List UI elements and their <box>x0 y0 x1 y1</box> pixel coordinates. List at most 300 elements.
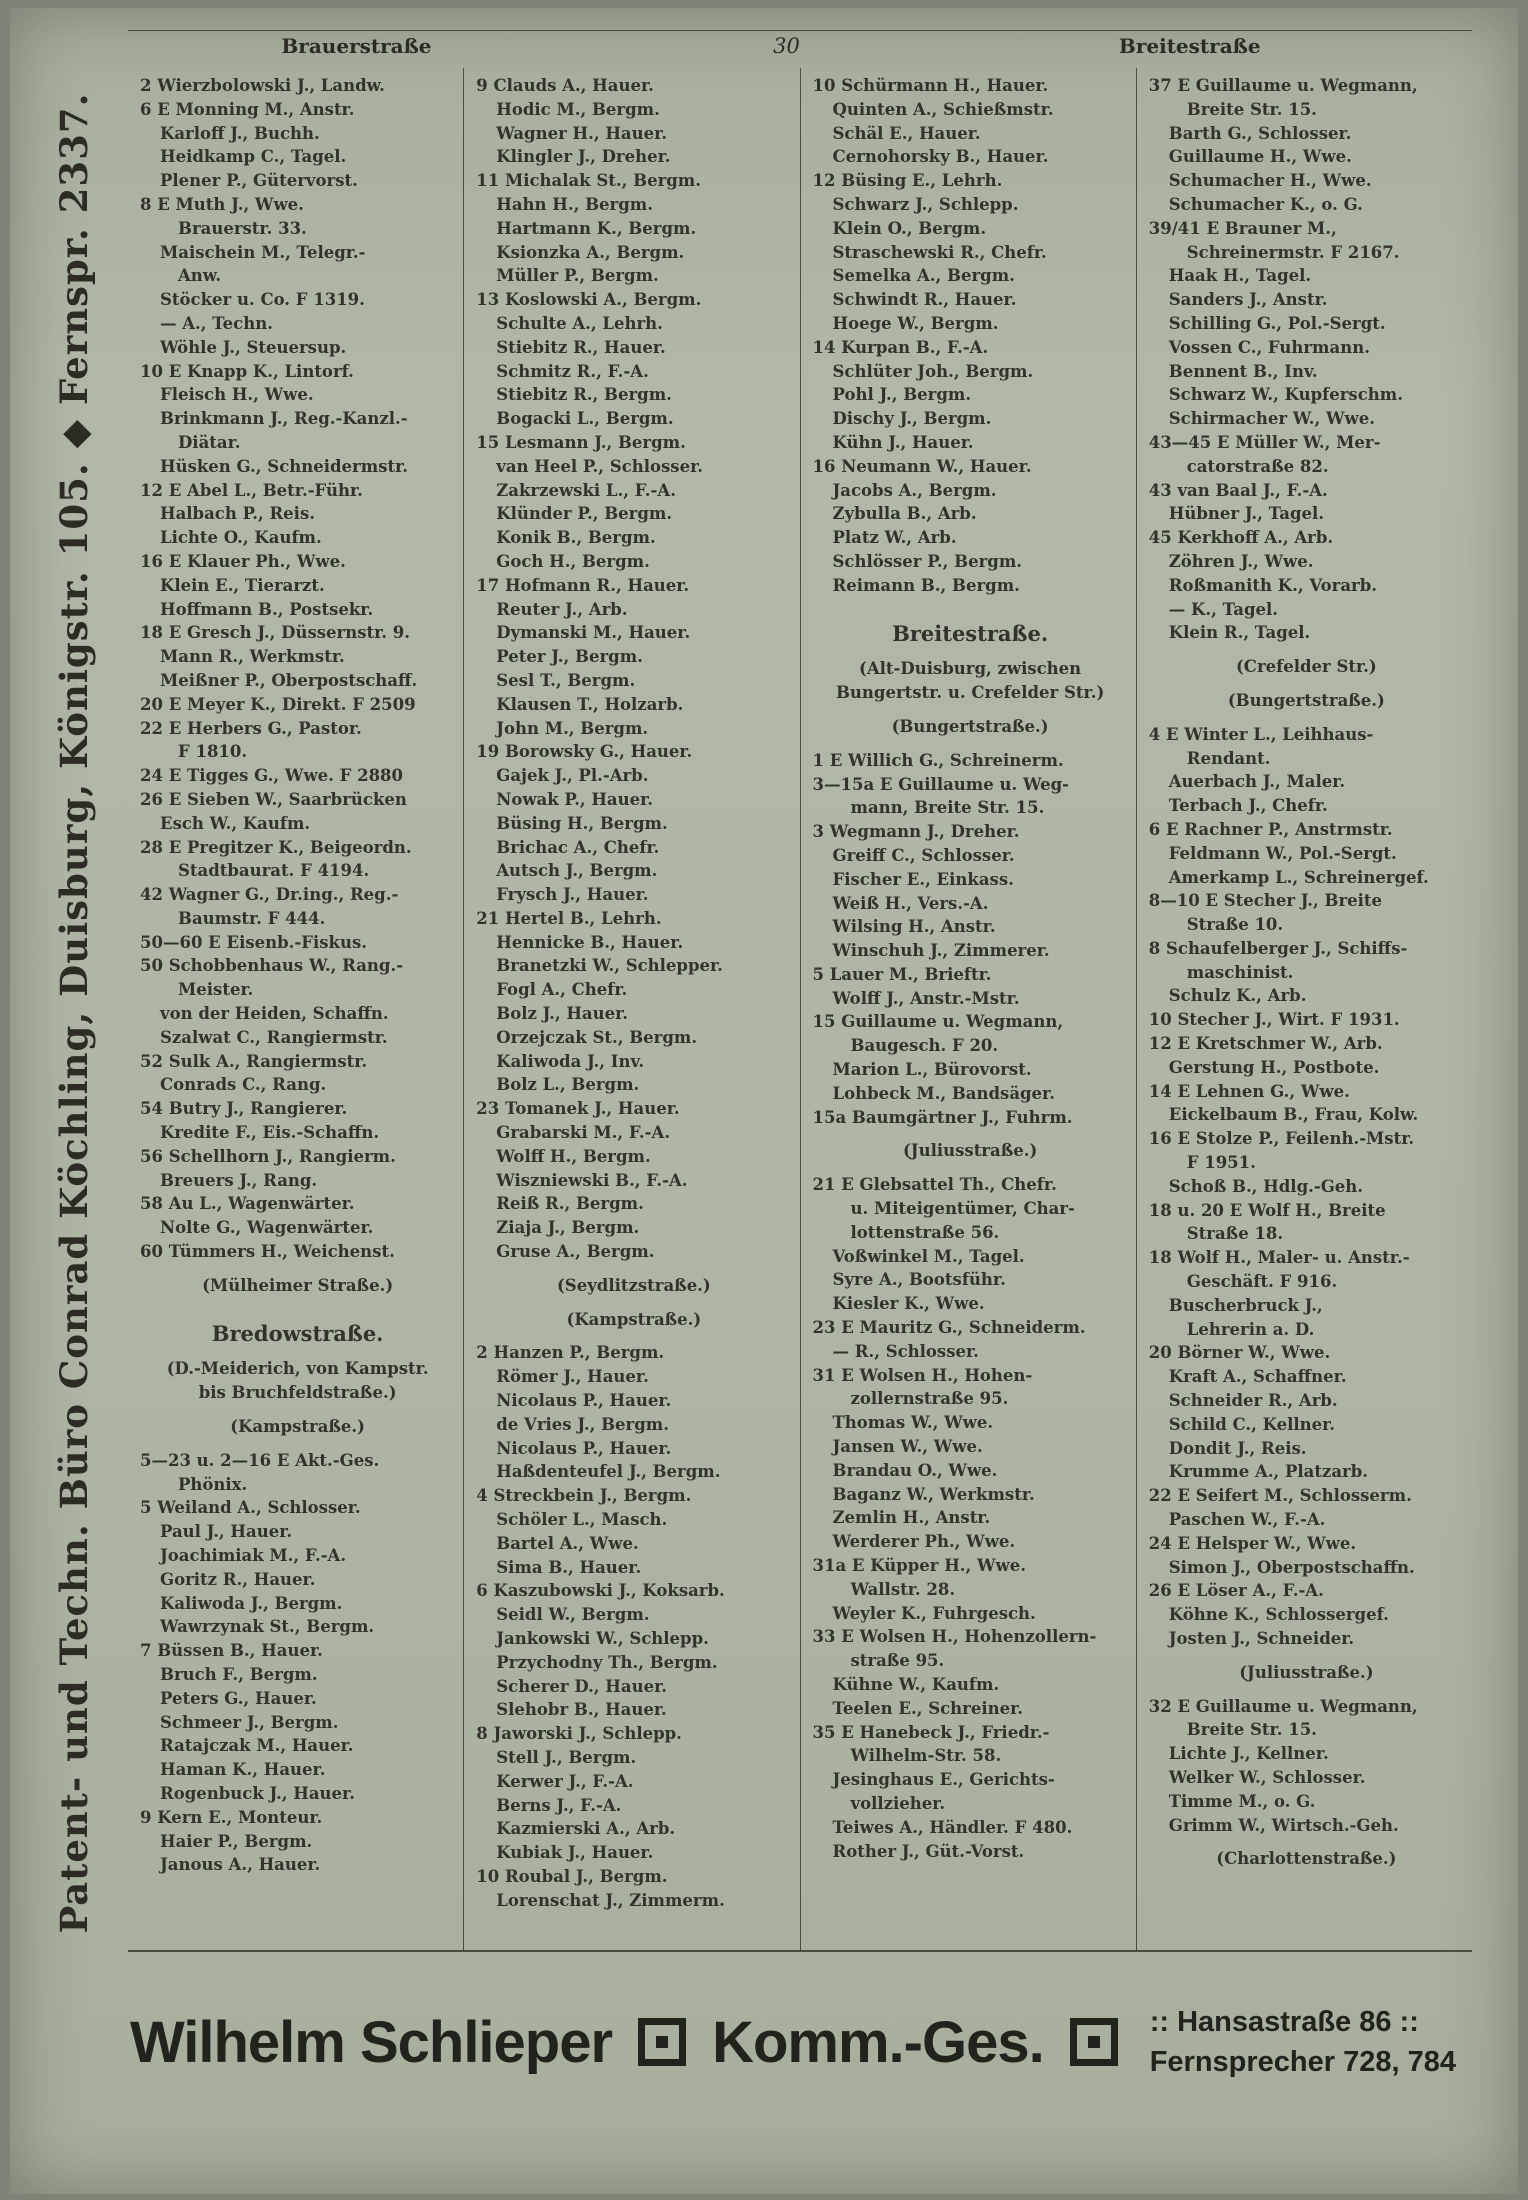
directory-entry-line: 33 E Wolsen H., Hohenzollern- <box>812 1627 1097 1647</box>
directory-entry-line: Klein R., Tagel. <box>1168 623 1311 643</box>
directory-entry-line: Teiwes A., Händler. F 480. <box>832 1817 1073 1837</box>
vertical-margin-advertisement: Patent- und Techn. Büro Conrad Köchling, Duisburg, Königstr. 105. ◆ Fernspr. 2337. <box>52 92 96 1934</box>
directory-entry-line: Jesinghaus E., Gerichts- <box>832 1770 1055 1790</box>
directory-column-4 <box>1136 68 1472 1950</box>
directory-entry-line: Weyler K., Fuhrgesch. <box>832 1603 1036 1623</box>
directory-entry-line: Joachimiak M., F.-A. <box>160 1546 347 1566</box>
directory-entry-line: Lehrerin a. D. <box>1186 1319 1315 1339</box>
section-note: (Seydlitzstraße.) <box>556 1275 711 1295</box>
directory-entry-line: — A., Techn. <box>160 313 273 333</box>
directory-entry-line: 26 E Sieben W., Saarbrücken <box>140 789 407 809</box>
directory-entry-line: Stell J., Bergm. <box>496 1747 637 1767</box>
directory-entry-line: Semelka A., Bergm. <box>832 266 1015 286</box>
directory-entry-line: Wilsing H., Anstr. <box>832 917 996 937</box>
directory-entry-line: Haßdenteufel J., Bergm. <box>496 1462 721 1482</box>
directory-entry-line: Slehobr B., Hauer. <box>496 1700 667 1720</box>
directory-entry-line: Przychodny Th., Bergm. <box>496 1652 718 1672</box>
directory-entry-line: 9 Kern E., Monteur. <box>140 1807 323 1827</box>
directory-entry-line: 28 E Pregitzer K., Beigeordn. <box>140 837 412 857</box>
directory-entry-line: Fogl A., Chefr. <box>496 980 628 1000</box>
directory-entry-line: Esch W., Kaufm. <box>160 813 311 833</box>
ad-company-type: Komm.-Ges. <box>712 2009 1044 2075</box>
directory-entry-line: Wallstr. 28. <box>850 1579 956 1599</box>
directory-entry-line: 12 E Kretschmer W., Arb. <box>1148 1034 1383 1054</box>
directory-entry-line: Eickelbaum B., Frau, Kolw. <box>1168 1105 1419 1125</box>
section-note: bis Bruchfeldstraße.) <box>198 1383 397 1403</box>
directory-entry-line: Anw. <box>178 266 222 286</box>
directory-entry-line: Breuers J., Rang. <box>160 1170 318 1190</box>
directory-entry-line: Szalwat C., Rangiermstr. <box>160 1027 388 1047</box>
directory-entry-line: u. Miteigentümer, Char- <box>850 1199 1075 1219</box>
directory-entry-line: Stiebitz R., Hauer. <box>496 337 666 357</box>
directory-entry-line: Zakrzewski L., F.-A. <box>496 480 676 500</box>
directory-entry-line: 43—45 E Müller W., Mer- <box>1148 432 1381 452</box>
directory-entry-line: Kerwer J., F.-A. <box>496 1771 634 1791</box>
directory-entry-line: Schöler L., Masch. <box>496 1510 668 1530</box>
directory-entry-line: 18 u. 20 E Wolf H., Breite <box>1148 1200 1386 1220</box>
directory-entry-line: Janous A., Hauer. <box>160 1855 321 1875</box>
directory-entry-line: Kaliwoda J., Bergm. <box>160 1593 343 1613</box>
section-note: (Crefelder Str.) <box>1236 657 1377 677</box>
directory-entry-line: Stöcker u. Co. F 1319. <box>160 290 365 310</box>
directory-entry-line: Nicolaus P., Hauer. <box>496 1391 672 1411</box>
directory-entry-line: Syre A., Bootsführ. <box>832 1270 1006 1290</box>
directory-entry-line: 12 Büsing E., Lehrh. <box>812 171 1003 191</box>
directory-entry-line: Straße 18. <box>1186 1224 1284 1244</box>
directory-entry-line: straße 95. <box>850 1651 945 1671</box>
square-ornament-icon <box>1070 2018 1118 2066</box>
directory-entry-line: 20 E Meyer K., Direkt. F 2509 <box>140 694 416 714</box>
directory-entry-line: Dondit J., Reis. <box>1168 1438 1307 1458</box>
directory-entry-line: Schulte A., Lehrh. <box>496 313 663 333</box>
directory-entry-line: maschinist. <box>1186 962 1294 982</box>
directory-entry-line: Feldmann W., Pol.-Sergt. <box>1168 843 1397 863</box>
directory-entry-line: Plener P., Gütervorst. <box>160 171 358 191</box>
directory-entry-line: Voßwinkel M., Tagel. <box>832 1246 1025 1266</box>
section-note: (Charlottenstraße.) <box>1216 1849 1397 1869</box>
directory-entry-line: Brichac A., Chefr. <box>496 837 660 857</box>
directory-entry-line: 23 Tomanek J., Hauer. <box>476 1099 680 1119</box>
directory-entry-line: Vossen C., Fuhrmann. <box>1168 337 1370 357</box>
directory-entry-line: Dischy J., Bergm. <box>832 409 992 429</box>
directory-entry-line: Reiß R., Bergm. <box>496 1194 644 1214</box>
directory-entry-line: 2 Hanzen P., Bergm. <box>476 1343 665 1363</box>
directory-entry-line: catorstraße 82. <box>1186 456 1329 476</box>
directory-entry-line: Klein O., Bergm. <box>832 218 987 238</box>
directory-entry-line: 4 Streckbein J., Bergm. <box>476 1486 692 1506</box>
directory-entry-line: 18 Wolf H., Maler- u. Anstr.- <box>1148 1248 1410 1268</box>
directory-entry-line: Kiesler K., Wwe. <box>832 1294 985 1314</box>
ad-address: :: Hansastraße 86 :: <box>1149 2006 1419 2038</box>
directory-entry-line: van Heel P., Schlosser. <box>496 456 704 476</box>
directory-entry-line: Ksionzka A., Bergm. <box>496 242 685 262</box>
directory-entry-line: Hüsken G., Schneidermstr. <box>160 456 409 476</box>
directory-entry-line: 10 Stecher J., Wirt. F 1931. <box>1148 1010 1400 1030</box>
directory-entry-line: Maischein M., Telegr.- <box>160 242 366 262</box>
directory-entry-line: Zöhren J., Wwe. <box>1168 551 1314 571</box>
directory-entry-line: 35 E Hanebeck J., Friedr.- <box>812 1722 1050 1742</box>
directory-entry-line: Schwindt R., Hauer. <box>832 290 1017 310</box>
directory-entry-line: 2 Wierzbolowski J., Landw. <box>140 76 385 95</box>
directory-entry-line: Klausen T., Holzarb. <box>496 694 684 714</box>
directory-entry-line: Schirmacher W., Wwe. <box>1168 409 1375 429</box>
directory-entry-line: Lichte J., Kellner. <box>1168 1744 1329 1764</box>
directory-entry-line: Haier P., Bergm. <box>160 1831 313 1851</box>
directory-entry-line: Rogenbuck J., Hauer. <box>160 1783 355 1803</box>
directory-entry-line: Thomas W., Wwe. <box>832 1413 994 1433</box>
directory-entry-line: 5—23 u. 2—16 E Akt.-Ges. <box>140 1450 380 1470</box>
directory-entry-line: Fleisch H., Wwe. <box>160 385 314 405</box>
directory-entry-line: 31a E Küpper H., Wwe. <box>812 1556 1027 1576</box>
directory-entry-line: lottenstraße 56. <box>850 1222 1000 1242</box>
directory-entry-line: 8 E Muth J., Wwe. <box>140 194 304 214</box>
directory-entry-line: Rother J., Güt.-Vorst. <box>832 1841 1025 1861</box>
directory-entry-line: Hartmann K., Bergm. <box>496 218 697 238</box>
directory-entry-line: Platz W., Arb. <box>832 528 957 548</box>
directory-entry-line: Auerbach J., Maler. <box>1168 772 1346 792</box>
directory-entry-line: Meißner P., Oberpostschaff. <box>160 670 418 690</box>
directory-entry-line: 31 E Wolsen H., Hohen- <box>812 1365 1033 1385</box>
directory-entry-line: Bogacki L., Bergm. <box>496 409 674 429</box>
directory-entry-line: Wolff H., Bergm. <box>496 1146 651 1166</box>
directory-entry-line: Wolff J., Anstr.-Mstr. <box>832 988 1020 1008</box>
directory-entry-line: Zemlin H., Anstr. <box>832 1508 991 1528</box>
directory-entry-line: Schlösser P., Bergm. <box>832 551 1023 571</box>
directory-entry-line: Phönix. <box>178 1474 248 1494</box>
directory-entry-line: Grimm W., Wirtsch.-Geh. <box>1168 1815 1399 1835</box>
directory-entry-line: Fischer E., Einkass. <box>832 869 1014 889</box>
directory-entry-line: 11 Michalak St., Bergm. <box>476 171 702 191</box>
directory-entry-line: 6 Kaszubowski J., Koksarb. <box>476 1581 725 1601</box>
directory-entry-line: 7 Büssen B., Hauer. <box>140 1641 323 1661</box>
directory-entry-line: Reimann B., Bergm. <box>832 575 1020 595</box>
directory-entry-line: Diätar. <box>178 432 241 452</box>
footer-advertisement <box>130 1962 1476 2122</box>
directory-entry-line: Baganz W., Werkmstr. <box>832 1484 1035 1504</box>
directory-column-2 <box>463 68 799 1950</box>
directory-entry-line: 24 E Helsper W., Wwe. <box>1148 1533 1357 1553</box>
directory-entry-line: Hübner J., Tagel. <box>1168 504 1325 524</box>
directory-entry-line: 6 E Rachner P., Anstrmstr. <box>1148 819 1393 839</box>
directory-entry-line: Straße 10. <box>1186 915 1284 935</box>
directory-entry-line: Heidkamp C., Tagel. <box>160 147 347 167</box>
directory-entry-line: Krumme A., Platzarb. <box>1168 1462 1368 1482</box>
directory-entry-line: Kazmierski A., Arb. <box>496 1819 676 1839</box>
directory-entry-line: 24 E Tigges G., Wwe. F 2880 <box>140 766 404 786</box>
directory-entry-line: Ziaja J., Bergm. <box>496 1218 640 1238</box>
directory-entry-line: 39/41 E Brauner M., <box>1148 218 1337 238</box>
directory-entry-line: Wawrzynak St., Bergm. <box>160 1617 375 1637</box>
directory-entry-line: 43 van Baal J., F.-A. <box>1148 480 1328 500</box>
directory-entry-line: Jacobs A., Bergm. <box>832 480 997 500</box>
directory-entry-line: Bartel A., Wwe. <box>496 1533 639 1553</box>
directory-entry-line: Nowak P., Hauer. <box>496 789 654 809</box>
directory-entry-line: 23 E Mauritz G., Schneiderm. <box>812 1318 1086 1338</box>
ad-company-name: Wilhelm Schlieper <box>130 2009 613 2075</box>
directory-entry-line: 10 Schürmann H., Hauer. <box>812 76 1049 95</box>
directory-entry-line: 8—10 E Stecher J., Breite <box>1148 891 1383 911</box>
directory-entry-line: 5 Lauer M., Brieftr. <box>812 964 992 984</box>
directory-entry-line: 12 E Abel L., Betr.-Führ. <box>140 480 363 500</box>
directory-entry-line: 5 Weiland A., Schlosser. <box>140 1498 361 1518</box>
directory-entry-line: Müller P., Bergm. <box>496 266 659 286</box>
directory-entry-line: Schäl E., Hauer. <box>832 123 981 143</box>
directory-entry-line: 16 E Stolze P., Feilenh.-Mstr. <box>1148 1129 1415 1149</box>
directory-entry-line: Grabarski M., F.-A. <box>496 1123 671 1143</box>
directory-entry-line: 16 E Klauer Ph., Wwe. <box>140 551 346 571</box>
directory-entry-line: Kraft A., Schaffner. <box>1168 1367 1347 1387</box>
section-note: (Alt-Duisburg, zwischen <box>859 659 1082 679</box>
directory-entry-line: Terbach J., Chefr. <box>1168 796 1328 816</box>
directory-entry-line: vollzieher. <box>850 1793 946 1813</box>
directory-entry-line: 20 Börner W., Wwe. <box>1148 1343 1331 1363</box>
directory-entry-line: Weiß H., Vers.-A. <box>832 893 989 913</box>
directory-entry-line: Schumacher K., o. G. <box>1168 194 1363 214</box>
directory-entry-line: Scherer D., Hauer. <box>496 1676 667 1696</box>
directory-entry-line: Schumacher H., Wwe. <box>1168 171 1372 191</box>
directory-entry-line: Ratajczak M., Hauer. <box>160 1736 354 1756</box>
directory-entry-line: 22 E Seifert M., Schlosserm. <box>1148 1486 1412 1506</box>
directory-entry-line: Gruse A., Bergm. <box>496 1242 655 1262</box>
directory-entry-line: Wilhelm-Str. 58. <box>850 1746 1002 1766</box>
section-note: (Kampstraße.) <box>566 1309 702 1329</box>
directory-entry-line: Karloff J., Buchh. <box>160 123 320 143</box>
header-street-left: Brauerstraße <box>281 34 432 58</box>
directory-entry-line: Lorenschat J., Zimmerm. <box>496 1890 725 1910</box>
street-heading: Breitestraße. <box>892 621 1049 646</box>
directory-entry-line: Geschäft. F 916. <box>1186 1272 1338 1292</box>
directory-entry-line: 14 E Lehnen G., Wwe. <box>1148 1081 1350 1101</box>
directory-entry-line: Dymanski M., Hauer. <box>496 623 691 643</box>
section-note: (Mülheimer Straße.) <box>202 1275 394 1295</box>
directory-entry-line: 52 Sulk A., Rangiermstr. <box>140 1051 368 1071</box>
square-ornament-icon <box>638 2018 686 2066</box>
directory-entry-line: Wagner H., Hauer. <box>496 123 668 143</box>
directory-entry-line: 15a Baumgärtner J., Fuhrm. <box>812 1107 1073 1127</box>
directory-entry-line: mann, Breite Str. 15. <box>850 798 1045 818</box>
directory-entry-line: 8 Schaufelberger J., Schiffs- <box>1148 938 1408 958</box>
directory-entry-line: Hahn H., Bergm. <box>496 194 653 214</box>
directory-entry-line: Goch H., Bergm. <box>496 551 650 571</box>
directory-column-3 <box>800 68 1136 1950</box>
directory-entry-line: Peter J., Bergm. <box>496 647 643 667</box>
directory-entry-line: Jansen W., Wwe. <box>832 1437 983 1457</box>
directory-entry-line: Simon J., Oberpostschaffn. <box>1168 1557 1415 1577</box>
directory-entry-line: Haak H., Tagel. <box>1168 266 1312 286</box>
directory-entry-line: 32 E Guillaume u. Wegmann, <box>1148 1696 1418 1716</box>
directory-entry-line: 14 Kurpan B., F.-A. <box>812 337 989 357</box>
directory-entry-line: Kühne W., Kaufm. <box>832 1675 1000 1694</box>
directory-entry-line: Brandau O., Wwe. <box>832 1460 998 1480</box>
directory-entry-line: Bennent B., Inv. <box>1168 361 1318 381</box>
directory-entry-line: Kühn J., Hauer. <box>832 432 974 452</box>
directory-entry-line: Berns J., F.-A. <box>496 1795 622 1815</box>
directory-entry-line: Haman K., Hauer. <box>160 1760 326 1780</box>
directory-entry-line: 18 E Gresch J., Düssernstr. 9. <box>140 623 411 643</box>
directory-entry-line: Schlüter Joh., Bergm. <box>832 361 1034 381</box>
directory-entry-line: 21 E Glebsattel Th., Chefr. <box>812 1175 1057 1195</box>
directory-entry-line: Sesl T., Bergm. <box>496 670 636 690</box>
directory-entry-line: Sanders J., Anstr. <box>1168 290 1328 310</box>
directory-entry-line: Schreinermstr. F 2167. <box>1186 242 1400 262</box>
ad-phone: Fernsprecher 728, 784 <box>1149 2046 1457 2078</box>
directory-entry-line: F 1951. <box>1186 1153 1256 1173</box>
directory-entry-line: Welker W., Schlosser. <box>1168 1767 1366 1787</box>
directory-entry-line: 10 Roubal J., Bergm. <box>476 1866 668 1886</box>
header-street-right: Breitestraße <box>1118 34 1261 58</box>
directory-entry-line: zollernstraße 95. <box>850 1389 1009 1409</box>
directory-entry-line: John M., Bergm. <box>496 718 649 738</box>
directory-entry-line: 37 E Guillaume u. Wegmann, <box>1148 76 1418 95</box>
section-note: (Juliusstraße.) <box>902 1141 1038 1161</box>
directory-entry-line: Stadtbaurat. F 4194. <box>178 861 370 881</box>
section-note: (Bungertstraße.) <box>1227 690 1385 710</box>
section-note: (Juliusstraße.) <box>1239 1662 1374 1682</box>
directory-entry-line: von der Heiden, Schaffn. <box>160 1004 389 1024</box>
top-rule <box>128 30 1472 31</box>
directory-entry-line: 19 Borowsky G., Hauer. <box>476 742 693 762</box>
directory-entry-line: 58 Au L., Wagenwärter. <box>140 1194 355 1214</box>
street-heading: Bredowstraße. <box>211 1321 384 1346</box>
directory-entry-line: Nicolaus P., Hauer. <box>496 1438 672 1458</box>
directory-entry-line: 15 Guillaume u. Wegmann, <box>812 1012 1064 1032</box>
directory-entry-line: Gajek J., Pl.-Arb. <box>496 766 649 786</box>
directory-entry-line: Kubiak J., Hauer. <box>496 1843 654 1863</box>
directory-entry-line: Zybulla B., Arb. <box>832 504 977 524</box>
directory-entry-line: Nolte G., Wagenwärter. <box>160 1218 374 1238</box>
directory-entry-line: Stiebitz R., Bergm. <box>496 385 672 405</box>
directory-entry-line: Straschewski R., Chefr. <box>832 242 1047 262</box>
directory-entry-line: Kredite F., Eis.-Schaffn. <box>160 1123 380 1143</box>
directory-entry-line: Amerkamp L., Schreinergef. <box>1168 867 1429 887</box>
directory-entry-line: 8 Jaworski J., Schlepp. <box>476 1724 682 1744</box>
directory-entry-line: Paul J., Hauer. <box>160 1522 293 1542</box>
directory-entry-line: Orzejczak St., Bergm. <box>496 1027 698 1047</box>
directory-entry-line: Baumstr. F 444. <box>178 908 326 928</box>
directory-entry-line: Gerstung H., Postbote. <box>1168 1057 1380 1077</box>
directory-entry-line: 26 E Löser A., F.-A. <box>1148 1581 1324 1601</box>
directory-entry-line: 50 Schobbenhaus W., Rang.- <box>140 956 404 976</box>
directory-entry-line: Josten J., Schneider. <box>1168 1629 1355 1648</box>
directory-entry-line: Rendant. <box>1186 748 1271 768</box>
directory-entry-line: Guillaume H., Wwe. <box>1168 147 1352 167</box>
directory-entry-line: — K., Tagel. <box>1168 599 1279 619</box>
directory-entry-line: Schoß B., Hdlg.-Geh. <box>1168 1176 1364 1196</box>
directory-entry-line: Schneider R., Arb. <box>1168 1391 1338 1411</box>
directory-entry-line: Schulz K., Arb. <box>1168 986 1307 1006</box>
directory-entry-line: Kaliwoda J., Inv. <box>496 1051 645 1071</box>
directory-entry-line: Klünder P., Bergm. <box>496 504 673 524</box>
section-note: (Bungertstraße.) <box>891 716 1049 736</box>
page-number: 30 <box>773 34 800 58</box>
directory-entry-line: Bolz J., Hauer. <box>496 1004 629 1024</box>
directory-entry-line: Autsch J., Bergm. <box>496 861 658 881</box>
directory-entry-line: 17 Hofmann R., Hauer. <box>476 575 690 595</box>
directory-entry-line: — R., Schlosser. <box>832 1341 979 1361</box>
directory-entry-line: 56 Schellhorn J., Rangierm. <box>140 1146 396 1166</box>
directory-entry-line: F 1810. <box>178 742 248 762</box>
directory-entry-line: Pohl J., Bergm. <box>832 385 972 405</box>
directory-entry-line: Klingler J., Dreher. <box>496 147 671 167</box>
directory-entry-line: Köhne K., Schlossergef. <box>1168 1605 1389 1625</box>
directory-entry-line: 10 E Knapp K., Lintorf. <box>140 361 354 381</box>
directory-entry-line: Wiszniewski B., F.-A. <box>496 1170 688 1190</box>
directory-entry-line: Winschuh J., Zimmerer. <box>832 941 1050 961</box>
directory-entry-line: Halbach P., Reis. <box>160 504 315 524</box>
directory-entry-line: Brauerstr. 33. <box>178 218 307 238</box>
directory-entry-line: Römer J., Hauer. <box>496 1367 649 1387</box>
directory-entry-line: 45 Kerkhoff A., Arb. <box>1148 528 1334 548</box>
directory-entry-line: 42 Wagner G., Dr.ing., Reg.- <box>140 885 399 905</box>
directory-entry-line: Klein E., Tierarzt. <box>160 575 325 595</box>
directory-entry-line: Quinten A., Schießmstr. <box>832 99 1054 119</box>
directory-entry-line: Schmitz R., F.-A. <box>496 361 649 381</box>
directory-entry-line: 60 Tümmers H., Weichenst. <box>140 1242 395 1262</box>
directory-entry-line: Marion L., Bürovorst. <box>832 1060 1032 1080</box>
directory-entry-line: Timme M., o. G. <box>1168 1791 1316 1811</box>
directory-entry-line: Greiff C., Schlosser. <box>832 845 1015 865</box>
directory-entry-line: Reuter J., Arb. <box>496 599 628 619</box>
directory-entry-line: Buscherbruck J., <box>1168 1295 1323 1315</box>
directory-entry-line: Peters G., Hauer. <box>160 1688 317 1708</box>
directory-entry-line: 13 Koslowski A., Bergm. <box>476 290 702 310</box>
directory-entry-line: Schwarz J., Schlepp. <box>832 194 1019 214</box>
directory-entry-line: 16 Neumann W., Hauer. <box>812 456 1032 476</box>
directory-entry-line: Branetzki W., Schlepper. <box>496 956 723 976</box>
directory-entry-line: Meister. <box>178 980 254 1000</box>
directory-entry-line: Bruch F., Bergm. <box>160 1665 318 1684</box>
directory-entry-line: Hennicke B., Hauer. <box>496 932 684 952</box>
directory-entry-line: Mann R., Werkmstr. <box>160 647 345 667</box>
directory-entry-line: 21 Hertel B., Lehrh. <box>476 908 662 928</box>
page-header <box>128 34 1472 64</box>
directory-entry-line: 22 E Herbers G., Pastor. <box>140 718 362 738</box>
directory-entry-line: Breite Str. 15. <box>1186 99 1317 119</box>
directory-entry-line: Konik B., Bergm. <box>496 528 656 548</box>
directory-entry-line: Goritz R., Hauer. <box>160 1569 316 1589</box>
directory-entry-line: Conrads C., Rang. <box>160 1075 327 1095</box>
directory-entry-line: Büsing H., Bergm. <box>496 813 668 833</box>
directory-entry-line: Seidl W., Bergm. <box>496 1605 650 1625</box>
directory-entry-line: 3 Wegmann J., Dreher. <box>812 822 1020 842</box>
directory-entry-line: 6 E Monning M., Anstr. <box>140 99 355 119</box>
directory-entry-line: Frysch J., Hauer. <box>496 885 649 905</box>
directory-entry-line: Hoege W., Bergm. <box>832 313 999 333</box>
directory-entry-line: 4 E Winter L., Leihhaus- <box>1148 724 1374 744</box>
directory-entry-line: Schild C., Kellner. <box>1168 1414 1336 1434</box>
directory-entry-line: Hodic M., Bergm. <box>496 99 660 119</box>
directory-entry-line: Bolz L., Bergm. <box>496 1075 640 1095</box>
directory-entry-line: Lichte O., Kaufm. <box>160 528 322 548</box>
directory-entry-line: Schmeer J., Bergm. <box>160 1712 339 1732</box>
directory-column-1 <box>128 68 463 1950</box>
section-note: (Kampstraße.) <box>230 1417 365 1437</box>
directory-entry-line: Baugesch. F 20. <box>850 1036 999 1056</box>
directory-entry-line: Sima B., Hauer. <box>496 1557 642 1577</box>
ad-contact-block <box>1150 2002 1456 2082</box>
directory-entry-line: Wöhle J., Steuersup. <box>160 337 347 357</box>
directory-entry-line: Brinkmann J., Reg.-Kanzl.- <box>160 409 408 429</box>
section-note: Bungertstr. u. Crefelder Str.) <box>835 683 1105 703</box>
directory-entry-line: Lohbeck M., Bandsäger. <box>832 1083 1055 1103</box>
directory-entry-line: 1 E Willich G., Schreinerm. <box>812 750 1064 770</box>
directory-columns <box>128 68 1472 1952</box>
directory-entry-line: de Vries J., Bergm. <box>496 1414 669 1434</box>
directory-entry-line: 15 Lesmann J., Bergm. <box>476 432 686 452</box>
directory-entry-line: 9 Clauds A., Hauer. <box>476 76 654 95</box>
directory-entry-line: Schilling G., Pol.-Sergt. <box>1168 313 1386 333</box>
directory-entry-line: Jankowski W., Schlepp. <box>496 1629 709 1648</box>
